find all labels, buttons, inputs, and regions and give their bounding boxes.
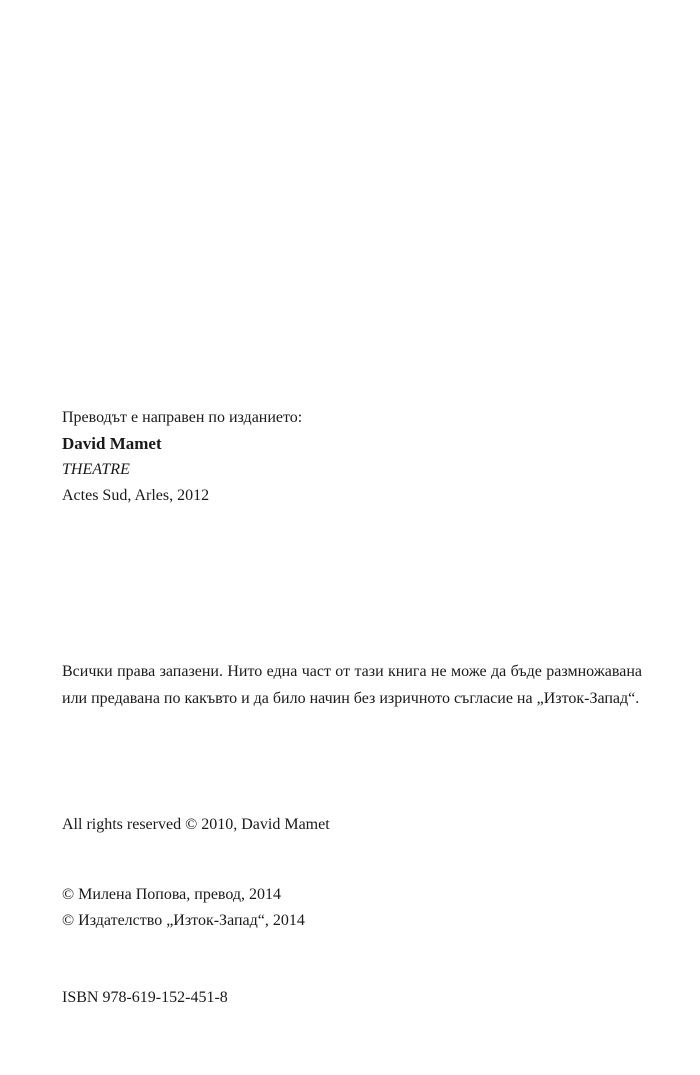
copyright-publisher-text: © Издателство „Изток-Запад“, 2014 bbox=[62, 912, 305, 929]
source-author: David Mamet bbox=[62, 434, 162, 453]
rights-notice-block bbox=[62, 659, 642, 712]
source-edition-block bbox=[62, 405, 642, 509]
rights-notice-text: Всички права запазени. Нито една част от тази книга не може да бъде размножавана или предавана по какъвто и да било начин без изричното съгласие на „Изток-Запад“. bbox=[62, 663, 642, 707]
source-title: THEATRE bbox=[62, 461, 130, 478]
copyright-original-text: All rights reserved © 2010, David Mamet bbox=[62, 816, 330, 833]
isbn-block bbox=[62, 985, 642, 1011]
copyright-bg-block bbox=[62, 882, 642, 934]
copyright-translation-text: © Милена Попова, превод, 2014 bbox=[62, 886, 282, 903]
isbn-text: ISBN 978-619-152-451-8 bbox=[62, 989, 228, 1006]
source-intro-text: Преводът е направен по изданието: bbox=[62, 409, 303, 426]
source-publisher: Actes Sud, Arles, 2012 bbox=[62, 487, 210, 504]
copyright-original-block bbox=[62, 812, 642, 838]
